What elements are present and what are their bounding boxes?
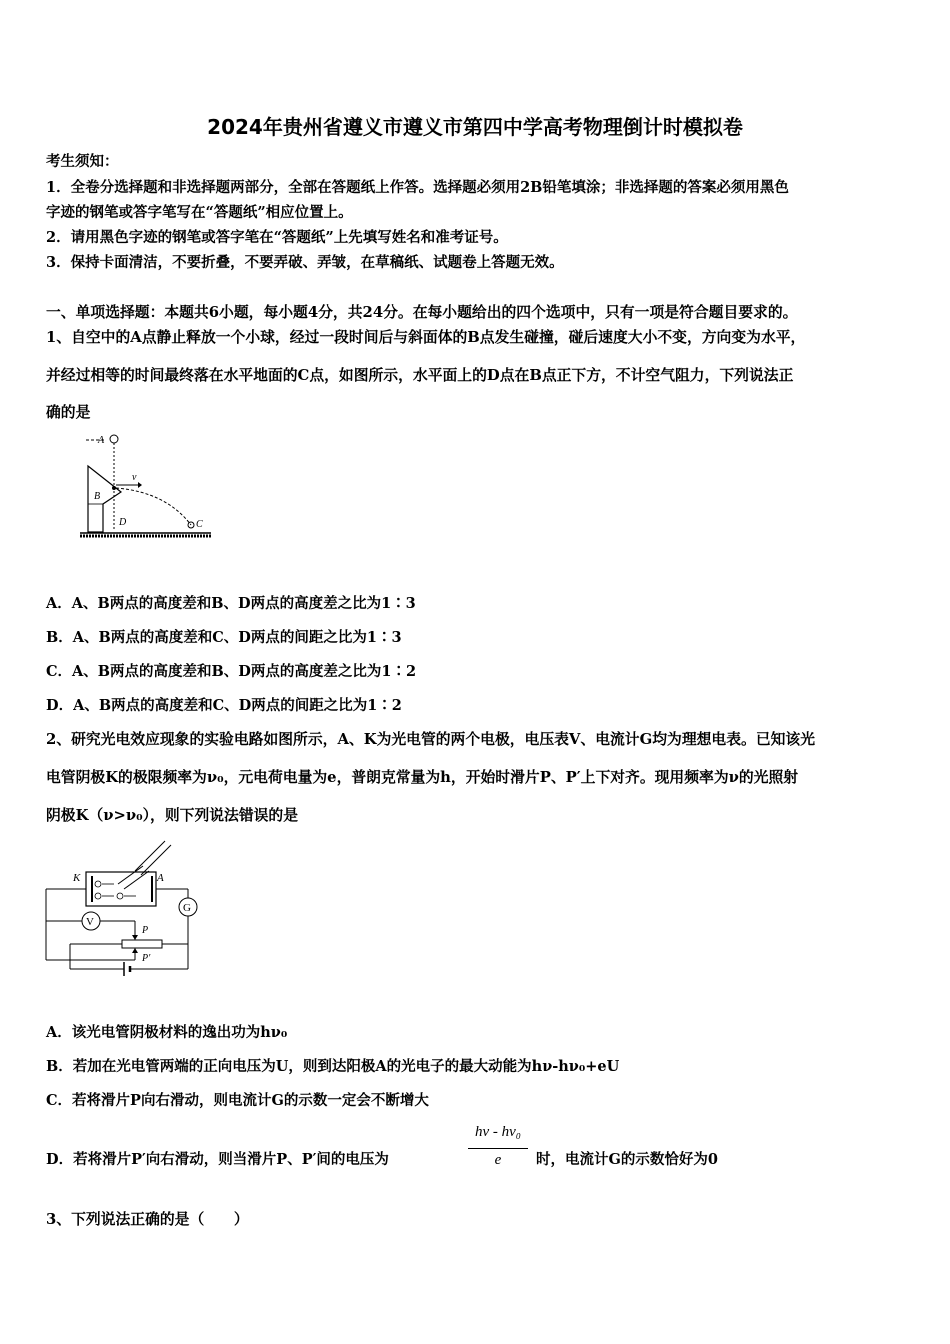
notice-item-2: 2．请用黑色字迹的钢笔或答字笔在“答题纸”上先填写姓名和准考证号。 (46, 229, 508, 246)
q2-label-p2: P′ (142, 953, 151, 964)
q2-line3: 阴极K（ν>ν₀），则下列说法错误的是 (46, 807, 299, 824)
fraction-denominator: e (494, 1152, 502, 1168)
section-heading: 一、单项选择题：本题共6小题，每小题4分，共24分。在每小题给出的四个选项中，只有一项是符合题目要求的。 (46, 304, 798, 321)
q1-label-d: D (119, 517, 127, 528)
notice-item-1a: 1．全卷分选择题和非选择题两部分，全部在答题纸上作答。选择题必须用2B铅笔填涂；非选择题的答案必须用黑色 (46, 179, 789, 196)
q2-line1: 2、研究光电效应现象的实验电路如图所示，A、K为光电管的两个电极，电压表V、电流计G均为理想电表。已知该光 (46, 731, 816, 748)
q1-label-v: v (132, 472, 137, 483)
q2-label-v: V (86, 916, 94, 928)
q3-line1: 3、下列说法正确的是（ ） (46, 1211, 249, 1228)
q2-option-d-pre: D．若将滑片P′向右滑动，则当滑片P、P′间的电压为 (46, 1151, 389, 1168)
fraction-numerator: hν - hν₀ (474, 1124, 522, 1140)
q2-label-a: A (157, 872, 164, 884)
q2-option-a: A．该光电管阴极材料的逸出功为hν₀ (46, 1024, 288, 1041)
q2-line2: 电管阴极K的极限频率为ν₀，元电荷电量为e，普朗克常量为h，开始时滑片P、P′上下对齐。现用频率为ν的光照射 (46, 769, 799, 786)
q1-figure (76, 430, 216, 552)
q1-line1: 1、自空中的A点静止释放一个小球，经过一段时间后与斜面体的B点发生碰撞，碰后速度大小不变，方向变为水平， (46, 329, 806, 346)
q1-option-c: C．A、B两点的高度差和B、D两点的高度差之比为1∶2 (46, 663, 417, 680)
q2-option-b: B．若加在光电管两端的正向电压为U，则到达阳极A的光电子的最大动能为hν-hν₀+eU (46, 1058, 620, 1075)
q1-label-c: C (196, 519, 203, 530)
q1-option-a: A．A、B两点的高度差和B、D两点的高度差之比为1∶3 (46, 595, 416, 612)
q2-option-d-post: 时，电流计G的示数恰好为0 (536, 1151, 718, 1168)
q1-option-b: B．A、B两点的高度差和C、D两点的间距之比为1∶3 (46, 629, 402, 646)
q2-option-c: C．若将滑片P向右滑动，则电流计G的示数一定会不断增大 (46, 1092, 429, 1109)
fraction-bar (468, 1148, 528, 1149)
q2-label-k: K (73, 872, 81, 884)
page-title: 2024年贵州省遵义市遵义市第四中学高考物理倒计时模拟卷 (207, 115, 743, 139)
notice-heading: 考生须知： (46, 153, 119, 170)
q2-label-p: P (142, 925, 149, 936)
q2-label-g: G (183, 902, 191, 914)
q1-line2: 并经过相等的时间最终落在水平地面的C点，如图所示，水平面上的D点在B点正下方，不计空气阻力，下列说法正 (46, 367, 794, 384)
notice-item-1b: 字迹的钢笔或答字笔写在“答题纸”相应位置上。 (46, 204, 353, 221)
notice-item-3: 3．保持卡面清洁，不要折叠，不要弄破、弄皱，在草稿纸、试题卷上答题无效。 (46, 254, 564, 271)
q2-option-d-fraction (466, 1124, 530, 1176)
q1-option-d: D．A、B两点的高度差和C、D两点的间距之比为1∶2 (46, 697, 402, 714)
q1-line3: 确的是 (46, 404, 91, 421)
q1-label-a: A (98, 435, 105, 446)
q2-circuit-figure (40, 836, 210, 988)
q1-label-b: B (94, 491, 101, 502)
